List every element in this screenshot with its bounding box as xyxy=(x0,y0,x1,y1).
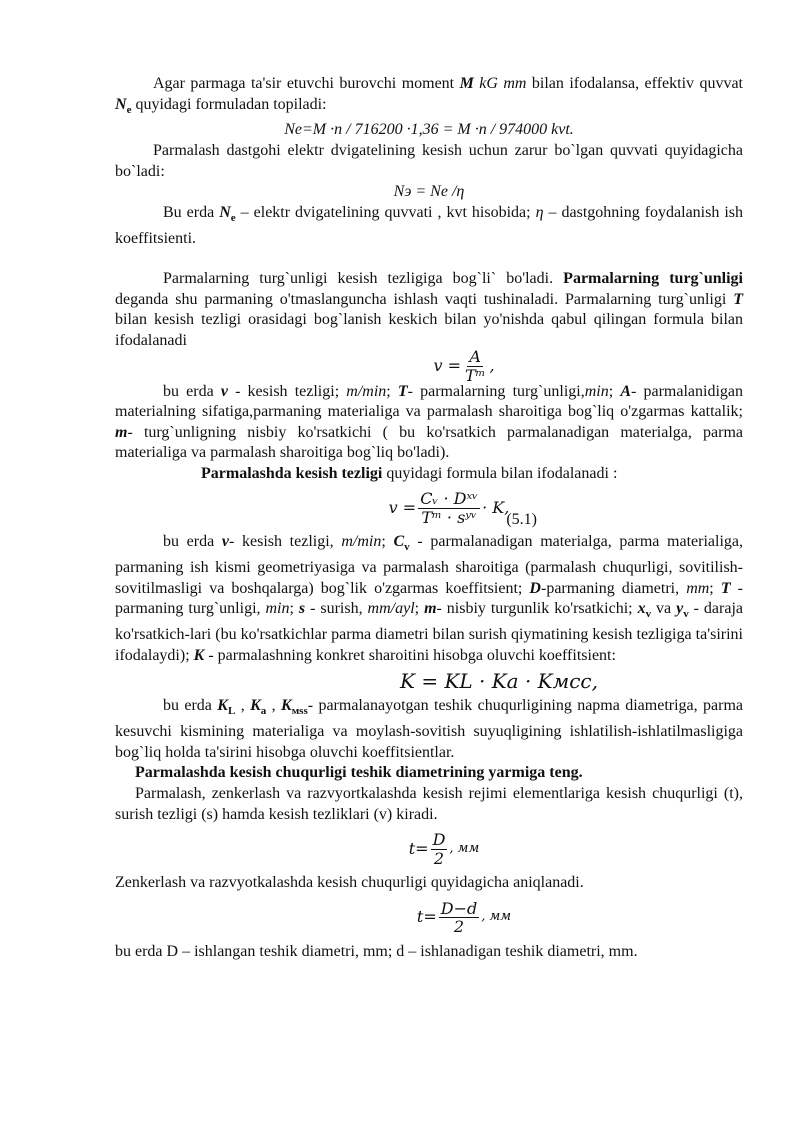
document-page xyxy=(115,74,743,962)
paragraph-tool-life xyxy=(115,269,743,351)
unit: , мм xyxy=(449,840,480,856)
paragraph-drive-power: Parmalash dastgohi elektr dvigatelining kesish uchun zarur bo`lgan quvvati quyidagicha bo`ladi: xyxy=(115,141,743,180)
subscript: a xyxy=(260,705,267,718)
unit: m/min xyxy=(341,533,382,551)
paragraph-speed-formula-intro xyxy=(115,464,743,485)
unit: mm/ayl xyxy=(367,600,415,618)
formula-speed-simple xyxy=(115,347,743,385)
text: bu erda xyxy=(163,533,222,551)
fraction xyxy=(463,348,487,384)
symbol-m: m xyxy=(424,600,437,618)
text: ; xyxy=(386,382,398,400)
paragraph-moment xyxy=(115,74,743,120)
subscript: e xyxy=(126,103,132,116)
formula-k-coefficient xyxy=(115,666,743,696)
text: - kesish tezligi, xyxy=(229,533,342,551)
term-cutting-speed: Parmalashda kesish tezligi xyxy=(201,464,383,482)
text: - parmalarning turg`unligi, xyxy=(407,382,585,400)
text: va xyxy=(651,600,677,618)
symbol-v: v xyxy=(221,533,229,551)
text: ; xyxy=(709,579,721,597)
text: Bu erda xyxy=(163,203,220,221)
fraction xyxy=(418,490,480,526)
fraction xyxy=(439,900,479,936)
paragraph-definitions-2 xyxy=(115,382,743,464)
text: - kesish tezligi; xyxy=(227,382,347,400)
denominator: Tᵐ · sʸᵛ xyxy=(421,507,477,527)
symbol-N: N xyxy=(115,95,127,113)
paragraph-definitions-1 xyxy=(115,203,743,249)
spacer xyxy=(115,249,743,269)
text: - parmalanidigan materialning sifatiga,parmaning materialiga va parmalash sharoitiga bog`liq o'zgarmas kattalik; xyxy=(115,382,743,421)
text: - parmalanadigan materialga, parma materialiga, parmaning ish kismi geometriyasiga va parmalash sharoitiga (parmalash chuqurligi, sovitilish-sovitilmasligi va boshqalarga) bog`lik o'zgarmas koeffitsient; xyxy=(115,533,744,597)
text: ; xyxy=(289,600,299,618)
denominator: 2 xyxy=(433,848,445,868)
paragraph-definitions-3 xyxy=(115,532,743,666)
text: bilan ifodalansa, effektiv quvvat xyxy=(526,75,743,92)
bold-statement: Parmalashda kesish chuqurligi teshik diametrining yarmiga teng. xyxy=(135,764,583,782)
paragraph-diameter-definitions: bu erda D – ishlangan teshik diametri, mm; d – ishlanadigan teshik diametri, mm. xyxy=(115,942,638,960)
unit-kgmm: kG mm xyxy=(473,75,527,92)
symbol-D: D xyxy=(529,579,541,597)
symbol-C: C xyxy=(393,533,405,551)
numerator: D−d xyxy=(440,898,478,918)
text: quyidagi formula bilan ifodalanadi : xyxy=(382,464,618,482)
unit: min xyxy=(265,600,290,618)
text: - parmalanayotgan teshik chuqurligining napma diametriga, parma kesuvchi kismining materialiga va moylash-sovitish suyuqligining ishlatilish-ishlatilmasligiga bog`liq holda ta'sirini hisobga oluvchi koeffitsientlar. xyxy=(115,697,744,761)
subscript: v xyxy=(683,608,689,621)
paragraph-definitions-4 xyxy=(115,696,743,763)
symbol-s: s xyxy=(298,600,306,618)
unit: mm xyxy=(686,579,710,597)
text: - turg`unligning nisbiy ko'rsatkichi ( bu ko'rsatkich parmalanadigan materialga, parma materialiga va parmalash sharoitiga bog`liq bo'ladi). xyxy=(115,423,743,462)
formula-effective-power: Ne=M ·n / 716200 ·1,36 = M ·n / 974000 kvt. xyxy=(284,121,574,139)
formula-speed-full xyxy=(115,484,743,532)
equation-number: (5.1) xyxy=(506,511,537,529)
symbol-K: K xyxy=(217,697,228,715)
symbol-eta: η xyxy=(535,203,544,221)
fraction xyxy=(431,831,448,867)
text: – elektr dvigatelining quvvati , kvt hisobida; xyxy=(235,203,536,221)
formula-depth-zenker xyxy=(115,894,743,942)
denominator: 2 xyxy=(453,917,465,937)
formula-lhs: v = xyxy=(433,356,461,376)
symbol-T: T xyxy=(733,290,743,308)
text: ; xyxy=(608,382,621,400)
numerator: Cᵥ · Dˣᵛ xyxy=(420,489,479,509)
text: ; xyxy=(381,533,394,551)
symbol-M: M xyxy=(459,75,474,92)
text: - nisbiy turgunlik ko'rsatkichi; xyxy=(436,600,638,618)
numerator: D xyxy=(432,830,446,850)
text: bilan kesish tezligi orasidagi bog`lanish keskich bilan yo'nishda qabul qilingan formula bilan ifodalanadi xyxy=(115,311,743,349)
text: , xyxy=(235,697,251,715)
symbol-x: x xyxy=(637,600,646,618)
text: bu erda xyxy=(163,697,218,715)
symbol-y: y xyxy=(676,600,684,618)
denominator: Tᵐ xyxy=(464,366,486,385)
subscript: v xyxy=(404,541,410,554)
paragraph-depth-bold xyxy=(115,763,743,784)
text: ; xyxy=(414,600,425,618)
unit: , мм xyxy=(481,909,512,925)
text: deganda shu parmaning o'tmaslanguncha ishlash vaqti tushinaladi. Parmalarning turg`unligi xyxy=(115,290,734,308)
formula-tail: , xyxy=(489,356,495,376)
formula-depth-drilling xyxy=(115,825,743,873)
unit: m/min xyxy=(346,382,387,400)
formula-lhs: t= xyxy=(408,838,429,858)
text: - daraja ko'rsatkich-lari (bu ko'rsatkichlar parma diametri bilan surish qiymatining kesish tezligiga ta'sirini ifodalaydi); xyxy=(115,600,744,664)
text: -parmaning diametri, xyxy=(540,579,687,597)
text: – dastgohning foydalanish ish koeffitsienti. xyxy=(115,203,744,247)
text: - surish, xyxy=(305,600,368,618)
text: - parmaning turg`unligi, xyxy=(115,579,743,618)
text: bu erda xyxy=(163,382,221,400)
symbol-K: K xyxy=(250,697,261,715)
formula-text: K = KL · Ka · Kмсс, xyxy=(400,669,598,694)
symbol-T: T xyxy=(720,579,731,597)
symbol-K: K xyxy=(193,646,205,664)
unit: min xyxy=(584,382,609,400)
symbol-K: K xyxy=(281,697,292,715)
subscript: e xyxy=(230,211,236,224)
term-tool-life: Parmalarning turg`unligi xyxy=(563,270,744,288)
paragraph-zenker-depth: Zenkerlash va razvyotkalashda kesish chuqurligi quyidagicha aniqlanadi. xyxy=(115,874,584,892)
subscript: v xyxy=(645,608,652,621)
subscript: L xyxy=(227,705,236,718)
formula-motor-power: Nэ = Ne /η xyxy=(393,183,465,201)
text: Parmalarning turg`unligi kesish tezligiga bog`li` bo'ladi. xyxy=(163,270,564,288)
formula-tail: · K, xyxy=(482,498,510,518)
symbol-T: T xyxy=(397,382,408,400)
text: , xyxy=(266,697,282,715)
symbol-v: v xyxy=(220,382,228,400)
symbol-N: N xyxy=(219,203,231,221)
symbol-A: A xyxy=(620,382,631,400)
text: Agar parmaga ta'sir etuvchi burovchi moment xyxy=(153,75,460,92)
text: quyidagi formuladan topiladi: xyxy=(131,95,327,113)
symbol-m: m xyxy=(115,423,128,441)
paragraph-regime-elements: Parmalash, zenkerlash va razvyortkalashda kesish rejimi elementlariga kesish chuqurligi (t), surish tezligi (s) hamda kesish tezliklari (v) kiradi. xyxy=(115,784,743,823)
subscript: мss xyxy=(291,705,308,718)
text: - parmalashning konkret sharoitini hisobga oluvchi koeffitsient: xyxy=(204,646,616,664)
formula-lhs: t= xyxy=(416,907,437,927)
formula-lhs: v = xyxy=(388,498,417,518)
numerator: A xyxy=(469,347,481,367)
